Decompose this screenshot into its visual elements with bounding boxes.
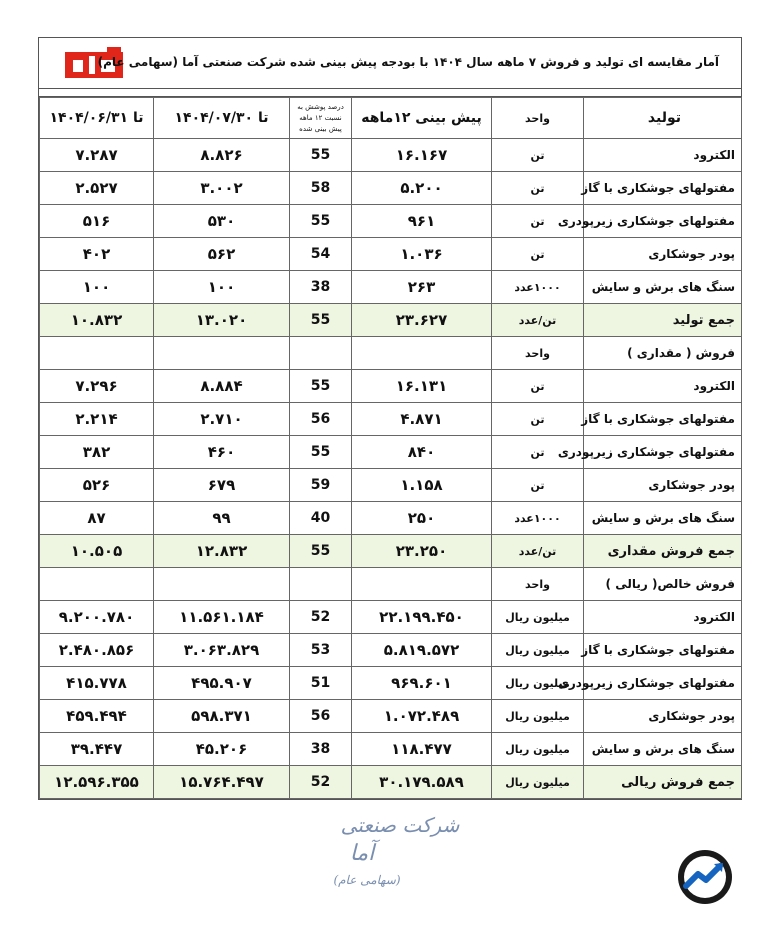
to-date-1-cell: ۵۶۲	[154, 238, 290, 271]
percent-cell: 58	[290, 172, 352, 205]
stamp-line-3: (سهامی عام)	[333, 873, 401, 887]
empty-cell	[154, 337, 290, 370]
report-frame	[38, 37, 742, 800]
to-date-2-cell: ۸۷	[40, 502, 154, 535]
forecast-cell: ۱۶.۱۶۷	[352, 139, 492, 172]
table-row	[40, 502, 742, 535]
unit-cell: تن	[492, 172, 584, 205]
product-name: سنگ های برش و سایش	[584, 502, 742, 535]
table-row	[40, 205, 742, 238]
to-date-2-cell: ۴۵۹.۴۹۴	[40, 700, 154, 733]
section-title: فروش خالص( ریالی )	[584, 568, 742, 601]
to-date-1-cell: ۵۹۸.۳۷۱	[154, 700, 290, 733]
unit-cell: تن	[492, 205, 584, 238]
header-percent: درصد پوشش به نسبت ۱۲ ماهه پیش بینی شده	[290, 98, 352, 139]
to-date-1-cell: ۳.۰۶۳.۸۲۹	[154, 634, 290, 667]
product-name: سنگ های برش و سایش	[584, 733, 742, 766]
to-date-2-cell: ۲.۴۸۰.۸۵۶	[40, 634, 154, 667]
to-date-2-cell: ۲.۵۲۷	[40, 172, 154, 205]
to-date-2-cell: ۹.۲۰۰.۷۸۰	[40, 601, 154, 634]
to-date-1-cell: ۱۳.۰۲۰	[154, 304, 290, 337]
empty-cell	[154, 568, 290, 601]
table-row	[40, 667, 742, 700]
product-name: جمع فروش ریالی	[584, 766, 742, 799]
forecast-cell: ۹۶۱	[352, 205, 492, 238]
to-date-2-cell: ۷.۲۹۶	[40, 370, 154, 403]
product-name: مفتولهای جوشکاری با گاز	[584, 172, 742, 205]
unit-cell: میلیون ریال	[492, 601, 584, 634]
unit-cell: تن	[492, 436, 584, 469]
data-table	[39, 97, 742, 799]
unit-cell: میلیون ریال	[492, 700, 584, 733]
product-name: مفتولهای جوشکاری زیرپودری	[584, 205, 742, 238]
forecast-cell: ۳۰.۱۷۹.۵۸۹	[352, 766, 492, 799]
to-date-1-cell: ۸.۸۸۴	[154, 370, 290, 403]
product-name: جمع فروش مقداری	[584, 535, 742, 568]
table-row	[40, 172, 742, 205]
stamp-line-2: آما	[349, 841, 375, 866]
section-row	[40, 337, 742, 370]
percent-cell: 55	[290, 139, 352, 172]
forecast-cell: ۸۴۰	[352, 436, 492, 469]
product-name: الکترود	[584, 370, 742, 403]
to-date-2-cell: ۷.۲۸۷	[40, 139, 154, 172]
unit-cell: میلیون ریال	[492, 733, 584, 766]
to-date-1-cell: ۲.۷۱۰	[154, 403, 290, 436]
to-date-1-cell: ۱۵.۷۶۴.۴۹۷	[154, 766, 290, 799]
percent-cell: 55	[290, 205, 352, 238]
table-row	[40, 601, 742, 634]
to-date-1-cell: ۱۰۰	[154, 271, 290, 304]
percent-cell: 59	[290, 469, 352, 502]
forecast-cell: ۱۱۸.۴۷۷	[352, 733, 492, 766]
product-name: الکترود	[584, 139, 742, 172]
forecast-cell: ۱.۰۷۲.۴۸۹	[352, 700, 492, 733]
percent-cell: 38	[290, 733, 352, 766]
percent-cell: 52	[290, 766, 352, 799]
to-date-1-cell: ۵۳۰	[154, 205, 290, 238]
forecast-cell: ۹۶۹.۶۰۱	[352, 667, 492, 700]
header-forecast: پیش بینی ۱۲ماهه	[352, 98, 492, 139]
unit-cell: تن	[492, 403, 584, 436]
percent-cell: 56	[290, 700, 352, 733]
forecast-cell: ۲۳.۶۲۷	[352, 304, 492, 337]
company-stamp	[322, 808, 472, 890]
unit-cell: تن/عدد	[492, 535, 584, 568]
product-name: پودر جوشکاری	[584, 469, 742, 502]
to-date-1-cell: ۳.۰۰۲	[154, 172, 290, 205]
header-to-date-2: تا ۱۴۰۴/۰۶/۳۱	[40, 98, 154, 139]
forecast-cell: ۲۶۳	[352, 271, 492, 304]
total-row	[40, 766, 742, 799]
product-name: پودر جوشکاری	[584, 700, 742, 733]
unit-cell: میلیون ریال	[492, 634, 584, 667]
table-row	[40, 238, 742, 271]
section-title: فروش ( مقداری )	[584, 337, 742, 370]
header-unit: واحد	[492, 98, 584, 139]
unit-cell: میلیون ریال	[492, 766, 584, 799]
to-date-1-cell: ۴۵.۲۰۶	[154, 733, 290, 766]
forecast-cell: ۵.۲۰۰	[352, 172, 492, 205]
table-row	[40, 403, 742, 436]
unit-cell: ۱۰۰۰عدد	[492, 502, 584, 535]
percent-cell: 55	[290, 436, 352, 469]
section-row	[40, 568, 742, 601]
percent-cell: 55	[290, 535, 352, 568]
percent-cell: 54	[290, 238, 352, 271]
to-date-1-cell: ۴۶۰	[154, 436, 290, 469]
empty-cell	[290, 568, 352, 601]
report-header	[39, 38, 741, 89]
unit-cell: تن	[492, 139, 584, 172]
to-date-2-cell: ۳۸۲	[40, 436, 154, 469]
trend-badge-icon	[676, 848, 734, 906]
section-unit: واحد	[492, 568, 584, 601]
table-row	[40, 271, 742, 304]
percent-cell: 52	[290, 601, 352, 634]
to-date-1-cell: ۶۷۹	[154, 469, 290, 502]
to-date-2-cell: ۴۰۲	[40, 238, 154, 271]
to-date-1-cell: ۴۹۵.۹۰۷	[154, 667, 290, 700]
forecast-cell: ۴.۸۷۱	[352, 403, 492, 436]
unit-cell: تن	[492, 370, 584, 403]
report-title: آمار مقایسه ای تولید و فروش ۷ ماهه سال ۱۴۰۴ با بودجه پیش بینی شده شرکت صنعتی آما (سهامی عام)	[97, 55, 719, 69]
to-date-2-cell: ۱۰.۸۳۲	[40, 304, 154, 337]
table-row	[40, 469, 742, 502]
product-name: سنگ های برش و سایش	[584, 271, 742, 304]
product-name: مفتولهای جوشکاری زیرپودری	[584, 667, 742, 700]
header-to-date-1: تا ۱۴۰۴/۰۷/۳۰	[154, 98, 290, 139]
empty-cell	[40, 337, 154, 370]
total-row	[40, 535, 742, 568]
product-name: مفتولهای جوشکاری با گاز	[584, 634, 742, 667]
to-date-2-cell: ۵۱۶	[40, 205, 154, 238]
table-row	[40, 436, 742, 469]
to-date-2-cell: ۴۱۵.۷۷۸	[40, 667, 154, 700]
to-date-1-cell: ۹۹	[154, 502, 290, 535]
to-date-2-cell: ۳۹.۴۴۷	[40, 733, 154, 766]
percent-cell: 55	[290, 304, 352, 337]
forecast-cell: ۱.۱۵۸	[352, 469, 492, 502]
header-spacer	[39, 89, 741, 97]
product-name: مفتولهای جوشکاری زیرپودری	[584, 436, 742, 469]
percent-cell: 53	[290, 634, 352, 667]
to-date-1-cell: ۱۱.۵۶۱.۱۸۴	[154, 601, 290, 634]
forecast-cell: ۲۲.۱۹۹.۴۵۰	[352, 601, 492, 634]
section-unit: واحد	[492, 337, 584, 370]
percent-cell: 40	[290, 502, 352, 535]
stamp-line-1: شرکت صنعتی	[340, 813, 460, 837]
to-date-2-cell: ۵۲۶	[40, 469, 154, 502]
forecast-cell: ۱.۰۳۶	[352, 238, 492, 271]
percent-cell: 55	[290, 370, 352, 403]
table-header-row	[40, 98, 742, 139]
header-product: تولید	[584, 98, 742, 139]
forecast-cell: ۱۶.۱۳۱	[352, 370, 492, 403]
total-row	[40, 304, 742, 337]
table-row	[40, 733, 742, 766]
to-date-2-cell: ۱۲.۵۹۶.۳۵۵	[40, 766, 154, 799]
unit-cell: تن	[492, 469, 584, 502]
forecast-cell: ۲۵۰	[352, 502, 492, 535]
empty-cell	[40, 568, 154, 601]
forecast-cell: ۲۳.۲۵۰	[352, 535, 492, 568]
unit-cell: تن/عدد	[492, 304, 584, 337]
to-date-1-cell: ۱۲.۸۳۲	[154, 535, 290, 568]
to-date-2-cell: ۱۰۰	[40, 271, 154, 304]
empty-cell	[290, 337, 352, 370]
percent-cell: 51	[290, 667, 352, 700]
empty-cell	[352, 568, 492, 601]
product-name: جمع تولید	[584, 304, 742, 337]
product-name: الکترود	[584, 601, 742, 634]
table-row	[40, 700, 742, 733]
percent-cell: 38	[290, 271, 352, 304]
to-date-2-cell: ۲.۲۱۴	[40, 403, 154, 436]
table-row	[40, 370, 742, 403]
to-date-2-cell: ۱۰.۵۰۵	[40, 535, 154, 568]
percent-cell: 56	[290, 403, 352, 436]
unit-cell: میلیون ریال	[492, 667, 584, 700]
forecast-cell: ۵.۸۱۹.۵۷۲	[352, 634, 492, 667]
product-name: پودر جوشکاری	[584, 238, 742, 271]
to-date-1-cell: ۸.۸۲۶	[154, 139, 290, 172]
empty-cell	[352, 337, 492, 370]
product-name: مفتولهای جوشکاری با گاز	[584, 403, 742, 436]
table-row	[40, 139, 742, 172]
unit-cell: تن	[492, 238, 584, 271]
table-row	[40, 634, 742, 667]
unit-cell: ۱۰۰۰عدد	[492, 271, 584, 304]
